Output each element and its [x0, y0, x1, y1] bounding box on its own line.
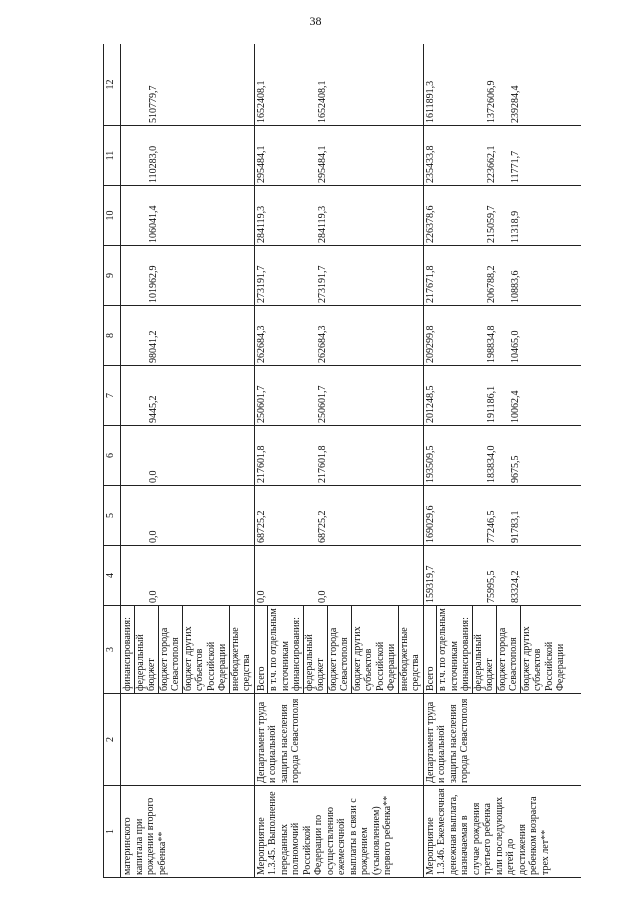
header-cell: 8 — [104, 306, 121, 366]
source-label: Всего — [255, 666, 267, 691]
value: 98041,2 — [148, 330, 159, 363]
header-cell: 6 — [104, 426, 121, 486]
value: 1611891,3 — [424, 80, 436, 123]
value-cell — [121, 126, 255, 186]
value-cell — [254, 426, 423, 486]
value: 510779,7 — [148, 85, 159, 123]
value: 10465,0 — [509, 330, 521, 363]
header-row — [104, 44, 121, 878]
value: 0,0 — [317, 590, 328, 603]
value: 250601,7 — [255, 385, 267, 423]
source-label: в т.ч. по отдельным источникам финансирования: — [267, 606, 303, 693]
value: 295484,1 — [317, 145, 328, 183]
value: 0,0 — [148, 530, 159, 543]
value: 193509,5 — [424, 445, 436, 483]
value: 110283,0 — [148, 145, 159, 183]
source-label: внебюджетные средства — [229, 606, 253, 693]
value-cell — [121, 186, 255, 246]
value: 1372606,9 — [486, 80, 497, 123]
value: 183834,0 — [486, 445, 497, 483]
value: 91783,1 — [509, 510, 521, 543]
value: 77246,5 — [486, 510, 497, 543]
value-cell — [121, 366, 255, 426]
header-cell: 7 — [104, 366, 121, 426]
value: 284119,3 — [317, 205, 328, 243]
value-cell — [423, 366, 581, 426]
source-label: в т.ч. по отдельным источникам финансирования: — [436, 606, 472, 693]
header-cell: 3 — [104, 606, 121, 694]
page-number: 38 — [309, 14, 322, 28]
header-cell: 11 — [104, 126, 121, 186]
activity-cell: Мероприятие 1.3.46. Ежемесячная денежная выплата, назначаемая в случае рождения третьего ребенка или последующих детей до достижения ребенком возраста трех лет** — [423, 786, 581, 878]
value-cell — [121, 486, 255, 546]
value: 68725,2 — [255, 510, 267, 543]
source-label: бюджет города Севастополя — [327, 606, 351, 693]
header-cell: 12 — [104, 44, 121, 126]
value: 9445,2 — [148, 395, 159, 423]
value: 0,0 — [148, 590, 159, 603]
value: 191186,1 — [486, 385, 497, 423]
value: 159319,7 — [424, 565, 436, 603]
value: 106041,4 — [148, 205, 159, 243]
header-cell: 10 — [104, 186, 121, 246]
value: 239284,4 — [509, 85, 521, 123]
value: 226378,6 — [424, 205, 436, 243]
table-row — [423, 44, 581, 878]
financing-table — [103, 44, 581, 878]
value-cell — [121, 546, 255, 606]
activity-cell: Мероприятие 1.3.45. Выполнение переданных полномочий Российской Федерации по осуществлению ежемесячной выплаты в связи с рождением (усыновлением) первого ребенка** — [254, 786, 423, 878]
value: 284119,3 — [255, 205, 267, 243]
value: 75995,5 — [486, 570, 497, 603]
source-label: бюджет города Севастополя — [158, 606, 182, 693]
value: 215059,7 — [486, 205, 497, 243]
value-cell — [254, 186, 423, 246]
header-cell: 2 — [104, 694, 121, 786]
rotated-table-wrapper — [103, 44, 581, 878]
table-row — [254, 44, 423, 878]
value: 201248,5 — [424, 385, 436, 423]
value: 223662,1 — [486, 145, 497, 183]
value: 262684,3 — [255, 325, 267, 363]
source-label: бюджет других субъектов Российской Федерации — [182, 606, 229, 693]
value-cell — [423, 186, 581, 246]
value: 295484,1 — [255, 145, 267, 183]
value-cell — [121, 426, 255, 486]
source-label: бюджет других субъектов Российской Федерации — [351, 606, 398, 693]
value-cell — [254, 486, 423, 546]
value-cell — [121, 246, 255, 306]
value: 11771,7 — [509, 150, 521, 183]
value-cell — [423, 546, 581, 606]
header-cell: 5 — [104, 486, 121, 546]
source-label: бюджет города Севастополя — [496, 606, 520, 693]
value-cell — [254, 44, 423, 126]
executor-cell: Департамент труда и социальной защиты населения города Севастополя — [254, 694, 423, 786]
rotated-table-canvas — [103, 44, 581, 878]
value-cell — [254, 546, 423, 606]
value: 83324,2 — [509, 570, 521, 603]
value-cell — [254, 306, 423, 366]
value: 68725,2 — [317, 510, 328, 543]
value: 9675,5 — [509, 455, 521, 483]
table-row — [121, 44, 255, 878]
source-cell — [121, 606, 255, 694]
value-cell — [254, 366, 423, 426]
header-cell: 1 — [104, 786, 121, 878]
source-label: Всего — [424, 666, 436, 691]
value-cell — [254, 126, 423, 186]
source-label: федеральный бюджет — [134, 606, 158, 693]
value: 10883,6 — [509, 270, 521, 303]
activity-cell: материнского капитала при рождении второго ребенка** — [121, 786, 255, 878]
header-cell: 4 — [104, 546, 121, 606]
value-cell — [423, 44, 581, 126]
source-cell — [254, 606, 423, 694]
value: 273191,7 — [255, 265, 267, 303]
value: 217601,8 — [317, 445, 328, 483]
source-label: внебюджетные средства — [398, 606, 422, 693]
source-label: финансирования: — [122, 617, 133, 691]
value: 1652408,1 — [317, 80, 328, 123]
value: 273191,7 — [317, 265, 328, 303]
value: 235433,8 — [424, 145, 436, 183]
value: 101962,9 — [148, 265, 159, 303]
value-cell — [423, 426, 581, 486]
executor-cell: Департамент труда и социальной защиты населения города Севастополя — [423, 694, 581, 786]
value: 1652408,1 — [255, 80, 267, 123]
value: 0,0 — [148, 470, 159, 483]
value: 250601,7 — [317, 385, 328, 423]
value-cell — [121, 306, 255, 366]
value: 10062,4 — [509, 390, 521, 423]
value: 11318,9 — [509, 210, 521, 243]
value-cell — [423, 246, 581, 306]
source-label: федеральный бюджет — [472, 606, 496, 693]
value: 169029,6 — [424, 505, 436, 543]
value: 217601,8 — [255, 445, 267, 483]
value-cell — [121, 44, 255, 126]
value: 198834,8 — [486, 325, 497, 363]
source-cell — [423, 606, 581, 694]
value-cell — [423, 126, 581, 186]
value: 206788,2 — [486, 265, 497, 303]
value: 209299,8 — [424, 325, 436, 363]
source-label: федеральный бюджет — [303, 606, 327, 693]
source-label: бюджет других субъектов Российской Федерации — [520, 606, 567, 693]
value-cell — [423, 486, 581, 546]
executor-cell — [121, 694, 255, 786]
value-cell — [423, 306, 581, 366]
value: 0,0 — [255, 590, 267, 603]
value: 262684,3 — [317, 325, 328, 363]
value: 217671,8 — [424, 265, 436, 303]
header-cell: 9 — [104, 246, 121, 306]
value-cell — [254, 246, 423, 306]
